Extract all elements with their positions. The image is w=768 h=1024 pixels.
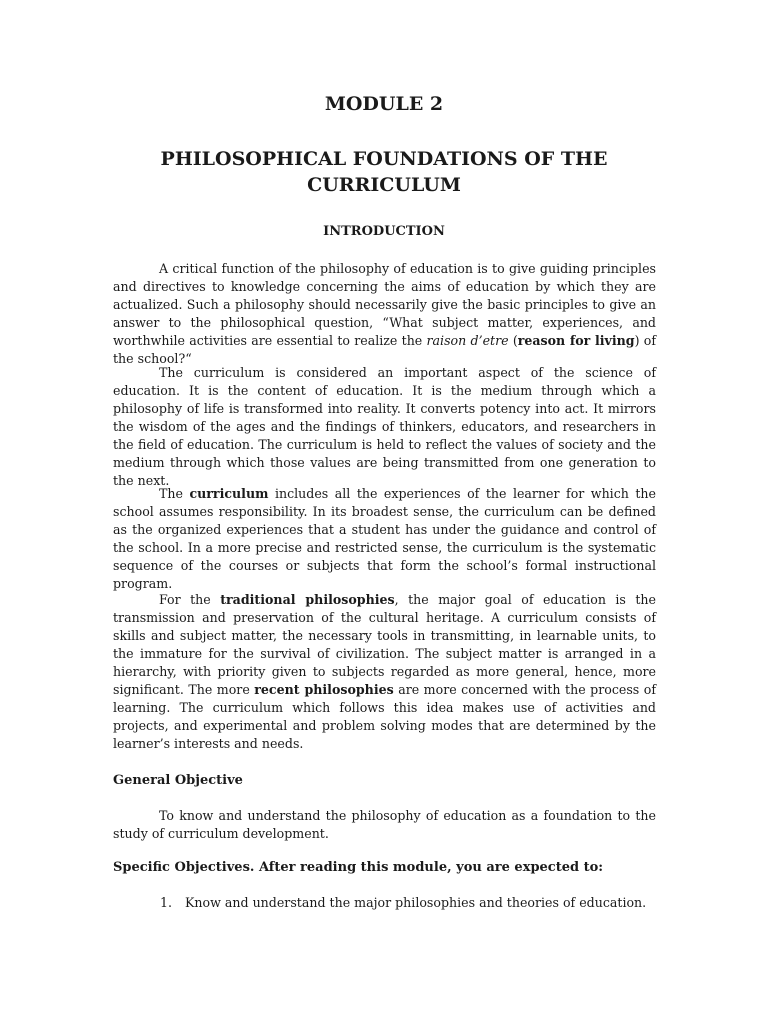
page-title-line-2: CURRICULUM: [307, 174, 461, 196]
general-objective-text: To know and understand the philosophy of education as a foundation to the study of curriculum development.: [113, 808, 656, 841]
p4-bold-term-2: recent philosophies: [254, 682, 394, 697]
p4-text-c: are more concerned with the process of learning. The curriculum which follows this idea makes use of activities and projects, and experimental and problem solving modes that are determined by the learner’s interests and needs.: [113, 682, 656, 751]
intro-paragraph-3: [113, 485, 656, 593]
introduction-heading: INTRODUCTION: [323, 224, 445, 239]
p4-text-a: For the: [159, 592, 221, 607]
general-objective-text-block: [113, 807, 656, 843]
p1-italic-term: raison d’etre: [426, 333, 509, 348]
intro-paragraph-2: [113, 364, 656, 490]
p2-text: The curriculum is considered an important aspect of the science of education. It is the content of education. It is the medium through which a philosophy of life is transformed into reality. It converts potency into act. It mirrors the wisdom of the ages and the findings of thinkers, educators, and researchers in the field of education. The curriculum is held to reflect the values of society and the medium through which those values are being transmitted from one generation to the next.: [113, 365, 656, 488]
p1-text-b: (: [508, 333, 518, 348]
specific-objectives-list: [160, 894, 646, 912]
p3-text-a: The: [159, 486, 190, 501]
intro-paragraph-1: [113, 260, 656, 368]
p3-text-b: includes all the experiences of the learner for which the school assumes responsibility. In its broadest sense, the curriculum can be defined as the organized experiences that a student has under the guidance and control of the school. In a more precise and restricted sense, the curriculum is the systematic sequence of the courses or subjects that form the school’s formal instructional program.: [113, 486, 656, 591]
p4-bold-term-1: traditional philosophies: [220, 592, 395, 607]
p1-bold-term: reason for living: [517, 333, 635, 348]
specific-objectives-heading: Specific Objectives. After reading this module, you are expected to:: [113, 860, 604, 875]
list-item-number: 1.: [160, 895, 173, 910]
p3-bold-term: curriculum: [189, 486, 269, 501]
intro-paragraph-4: [113, 591, 656, 753]
general-objective-heading: General Objective: [113, 773, 243, 788]
p1-text-a: A critical function of the philosophy of education is to give guiding principles and directives to knowledge concerning the aims of education by which they are actualized. Such a philosophy should necessarily give the basic principles to give an answer to the philosophical question, “What subject matter, experiences, and worthwhile activities are essential to realize the: [113, 261, 656, 348]
page-title-line-1: PHILOSOPHICAL FOUNDATIONS OF THE: [160, 148, 608, 170]
p1-text-c: ) of the school?“: [113, 333, 656, 366]
module-title: MODULE 2: [324, 93, 444, 115]
list-item: [160, 894, 646, 912]
p4-text-b: , the major goal of education is the transmission and preservation of the cultural heritage. A curriculum consists of skills and subject matter, the necessary tools in transmitting, in learnable units, to the immature for the survival of civilization. The subject matter is arranged in a hierarchy, with priority given to subjects regarded as more general, hence, more significant. The more: [113, 592, 656, 697]
list-item-text: Know and understand the major philosophies and theories of education.: [185, 895, 647, 910]
page-title: [0, 146, 768, 198]
